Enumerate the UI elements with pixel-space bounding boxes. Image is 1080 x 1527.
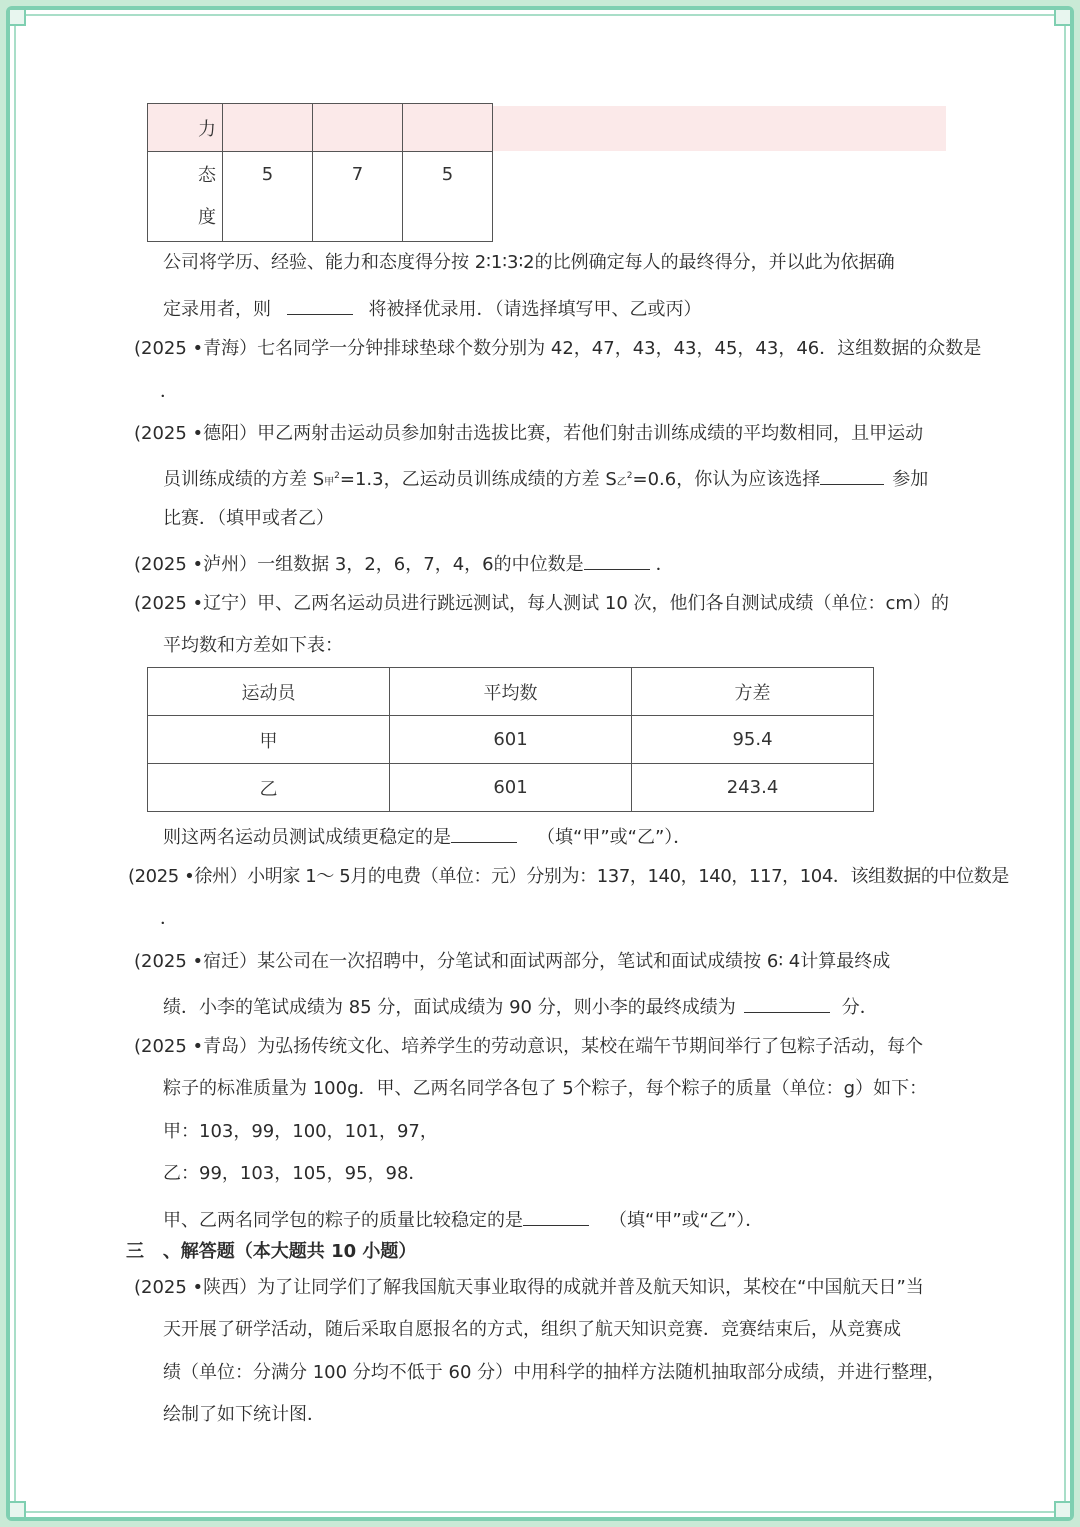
section-number: 三 [126,1241,144,1262]
question-text: (2025 •青海）七名同学一分钟排球垫球个数分别为 42，47，43，43，45，43，46．这组数据的众数是 [134,338,982,359]
header-text: 方差 [734,682,771,704]
cell-value: 甲 [259,730,278,752]
question-text: 绩（单位：分满分 100 分均不低于 60 分）中用科学的抽样方法随机抽取部分成绩，并进行整理， [163,1362,946,1383]
question-text: (2025 •辽宁）甲、乙两名运动员进行跳远测试，每人测试 10 次，他们各自测试成绩（单位：cm）的 [134,593,949,614]
frame-corner [1054,8,1072,26]
table-cell [632,716,874,764]
table-cell [313,152,403,242]
table-row [148,716,874,764]
question-text: (2025 •青岛）为弘扬传统文化、培养学生的劳动意识，某校在端午节期间举行了包粽子活动，每个 [134,1036,924,1057]
score-table-fragment [147,103,493,242]
cell-value: 95.4 [732,729,773,750]
question-text: ． [160,381,178,402]
question-text: (2025 •宿迁）某公司在一次招聘中，分笔试和面试两部分，笔试和面试成绩按 6∶ 4计算最终成 [134,951,891,972]
cell-value: 5 [441,164,454,185]
section-title: 、解答题（本大题共 10 小题） [162,1241,417,1262]
table-cell [390,764,632,812]
cell-value: 601 [493,777,528,798]
header-text: 运动员 [241,682,296,704]
table-cell [148,152,223,242]
question-text: (2025 •德阳）甲乙两射击运动员参加射击选拔比赛，若他们射击训练成绩的平均数相同，且甲运动 [134,423,924,444]
subscript: 甲 [324,477,335,488]
table-cell [148,716,390,764]
table-header-row [148,668,874,716]
question-text: 公司将学历、经验、能力和态度得分按 2∶1∶3∶2的比例确定每人的最终得分，并以此为依据确 [163,252,895,273]
question-text: 绘制了如下统计图． [163,1404,325,1425]
question-text: 粽子的标准质量为 100g．甲、乙两名同学各包了 5个粽子，每个粽子的质量（单位：g）如下： [163,1078,928,1099]
question-text: 天开展了研学活动，随后采取自愿报名的方式，组织了航天知识竞赛．竞赛结束后，从竞赛成 [163,1319,901,1340]
answer-blank[interactable] [523,1205,589,1226]
cell-value: 601 [493,729,528,750]
table-cell [148,104,223,152]
question-text: 平均数和方差如下表： [163,635,343,656]
text-span: （填“甲”或“乙”）． [537,827,692,848]
question-text [163,294,701,322]
row-label: 力 [198,118,216,140]
table-cell [632,764,874,812]
cell-value: 乙 [259,778,278,800]
question-text: 乙：99，103，105，95，98． [163,1163,427,1184]
answer-blank[interactable] [287,294,353,315]
question-text [163,464,928,495]
row-label: 度 [198,206,216,228]
text-span: (2025 •泸州）一组数据 3，2，6，7，4，6的中位数是 [134,554,584,575]
highlight-band [486,106,946,151]
superscript: 2 [334,471,340,481]
table-cell [403,104,493,152]
table-cell [390,716,632,764]
text-span: 员训练成绩的方差 S [163,469,325,490]
answer-blank[interactable] [584,549,650,570]
table-header-cell [148,668,390,716]
cell-value: 7 [351,164,364,185]
question-text [134,549,674,577]
table-cell [313,104,403,152]
text-span: 分． [841,997,878,1018]
text-span: 将被择优录用．（请选择填写甲、乙或丙） [368,299,702,320]
frame-corner [1054,1501,1072,1519]
question-text [163,1205,763,1233]
question-text: ． [160,908,178,929]
table-cell [148,764,390,812]
superscript: 2 [626,471,633,481]
subscript: 乙 [616,477,627,488]
question-text: (2025 •陕西）为了让同学们了解我国航天事业取得的成就并普及航天知识，某校在“中国航天日”当 [134,1277,924,1298]
section-heading [126,1240,416,1264]
text-span: 绩．小李的笔试成绩为 85 分，面试成绩为 90 分，则小李的最终成绩为 [163,997,736,1018]
answer-blank[interactable] [820,464,884,485]
frame-corner [8,1501,26,1519]
text-span: =0.6，你认为应该选择 [632,469,821,490]
text-span: 甲、乙两名同学包的粽子的质量比较稳定的是 [163,1210,523,1231]
frame-corner [8,8,26,26]
table-cell [223,104,313,152]
table-header-cell [632,668,874,716]
athlete-table [147,667,874,812]
text-span: 则这两名运动员测试成绩更稳定的是 [163,827,451,848]
question-text: 甲：103，99，100，101，97， [163,1121,438,1142]
question-text [163,822,691,850]
text-span: ． [655,554,674,575]
text-span: =1.3，乙运动员训练成绩的方差 S [339,469,617,490]
answer-blank[interactable] [451,822,517,843]
table-header-cell [390,668,632,716]
text-span: 定录用者，则 [163,299,271,320]
answer-blank[interactable] [744,992,830,1013]
question-text [163,992,878,1020]
table-cell [403,152,493,242]
table-cell [223,152,313,242]
cell-value: 5 [261,164,274,185]
table-row [148,764,874,812]
text-span: 参加 [892,469,929,490]
row-label: 态 [198,164,216,186]
question-text: 比赛．（填甲或者乙） [163,508,334,529]
table-row [148,104,493,152]
text-span: （填“甲”或“乙”）． [609,1210,764,1231]
table-row [148,152,493,242]
cell-value: 243.4 [726,777,779,798]
question-text: (2025 •徐州）小明家 1～ 5月的电费（单位：元）分别为：137，140，140，117，104．该组数据的中位数是 [128,866,1009,887]
header-text: 平均数 [483,682,538,704]
